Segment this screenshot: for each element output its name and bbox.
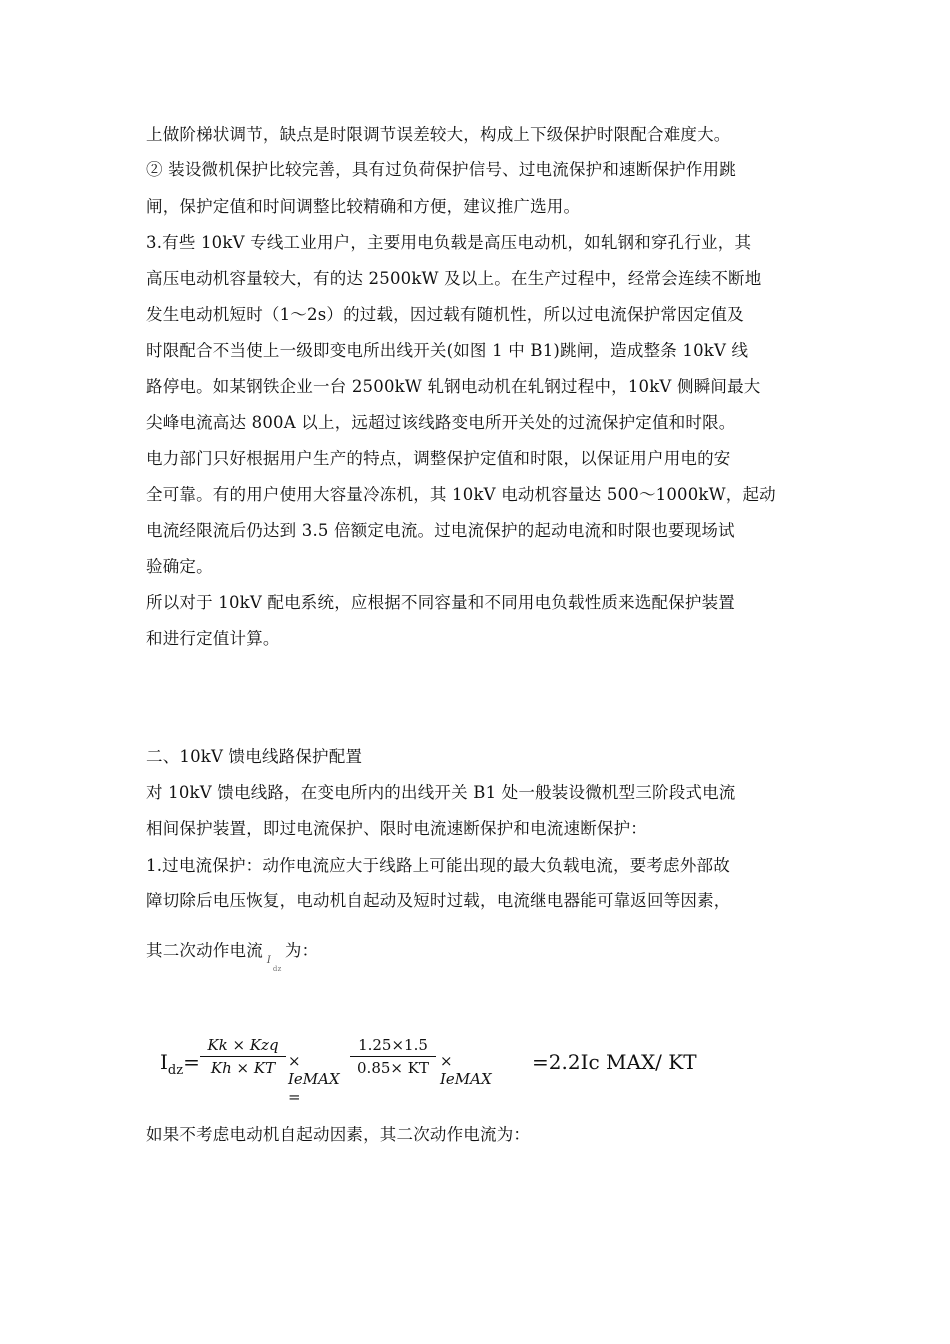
symbol-main: I xyxy=(266,955,272,966)
fraction-2-bar xyxy=(350,1056,436,1057)
paragraph-line: 1.过电流保护：动作电流应大于线路上可能出现的最大负载电流，要考虑外部故 xyxy=(146,856,730,875)
paragraph-line: 闸，保护定值和时间调整比较精确和方便，建议推广选用。 xyxy=(146,197,581,216)
current-symbol xyxy=(263,940,285,973)
fraction-2-numerator: 1.25×1.5 xyxy=(358,1036,428,1054)
fraction-2-denominator: 0.85× KT xyxy=(357,1059,429,1077)
paragraph-line: 障切除后电压恢复，电动机自起动及短时过载，电流继电器能可靠返回等因素， xyxy=(146,891,731,910)
formula-lhs-symbol: I xyxy=(160,1050,168,1074)
formula-result: =2.2Ic MAX/ KT xyxy=(532,1050,697,1074)
paragraph-line: 高压电动机容量较大，有的达 2500kW 及以上。在生产过程中，经常会连续不断地 xyxy=(146,269,762,288)
text-after-symbol: 为： xyxy=(284,941,319,960)
formula-multiply-2: × IeMAX xyxy=(440,1052,492,1088)
paragraph-line: 上做阶梯状调节，缺点是时限调节误差较大，构成上下级保护时限配合难度大。 xyxy=(146,125,731,144)
formula-equals: = xyxy=(183,1050,200,1074)
paragraph-line: 发生电动机短时（1～2s）的过载，因过载有随机性，所以过电流保护常因定值及 xyxy=(146,305,744,324)
paragraph-line: 全可靠。有的用户使用大容量冷冻机，其 10kV 电动机容量达 500～1000kW，起动 xyxy=(146,485,776,504)
fraction-1-numerator: Kk × Kzq xyxy=(207,1036,279,1054)
formula-lhs xyxy=(160,1050,200,1078)
formula-lhs-subscript: dz xyxy=(167,1063,184,1078)
formula-fraction-2 xyxy=(350,1036,436,1077)
paragraph-line: 电力部门只好根据用户生产的特点，调整保护定值和时限，以保证用户用电的安 xyxy=(146,449,731,468)
paragraph-line: 尖峰电流高达 800A 以上，远超过该线路变电所开关处的过流保护定值和时限。 xyxy=(146,413,736,432)
paragraph-line-with-symbol xyxy=(146,940,319,973)
paragraph-line: 验确定。 xyxy=(146,557,213,576)
formula-multiply-1: × IeMAX = xyxy=(288,1052,340,1106)
paragraph-line: 相间保护装置，即过电流保护、限时电流速断保护和电流速断保护： xyxy=(146,819,647,838)
paragraph-line: ② 装设微机保护比较完善，具有过负荷保护信号、过电流保护和速断保护作用跳 xyxy=(146,160,736,179)
text-before-symbol: 其二次动作电流 xyxy=(146,941,263,960)
paragraph-line: 如果不考虑电动机自起动因素，其二次动作电流为： xyxy=(146,1125,531,1144)
paragraph-line: 对 10kV 馈电线路，在变电所内的出线开关 B1 处一般装设微机型三阶段式电流 xyxy=(146,783,736,802)
paragraph-line: 电流经限流后仍达到 3.5 倍额定电流。过电流保护的起动电流和时限也要现场试 xyxy=(146,521,735,540)
paragraph-line: 所以对于 10kV 配电系统，应根据不同容量和不同用电负载性质来选配保护装置 xyxy=(146,593,735,612)
paragraph-line: 3.有些 10kV 专线工业用户，主要用电负载是高压电动机，如轧钢和穿孔行业，其 xyxy=(146,233,752,252)
paragraph-line: 和进行定值计算。 xyxy=(146,629,280,648)
section-heading: 二、10kV 馈电线路保护配置 xyxy=(146,747,363,766)
paragraph-line: 路停电。如某钢铁企业一台 2500kW 轧钢电动机在轧钢过程中，10kV 侧瞬间最大 xyxy=(146,377,761,396)
fraction-1-bar xyxy=(200,1056,286,1057)
paragraph-line: 时限配合不当使上一级即变电所出线开关(如图 1 中 B1)跳闸，造成整条 10kV 线 xyxy=(146,341,749,360)
formula-fraction-1 xyxy=(200,1036,286,1077)
fraction-1-denominator: Kh × KT xyxy=(210,1059,276,1077)
symbol-subscript: dz xyxy=(272,965,282,973)
